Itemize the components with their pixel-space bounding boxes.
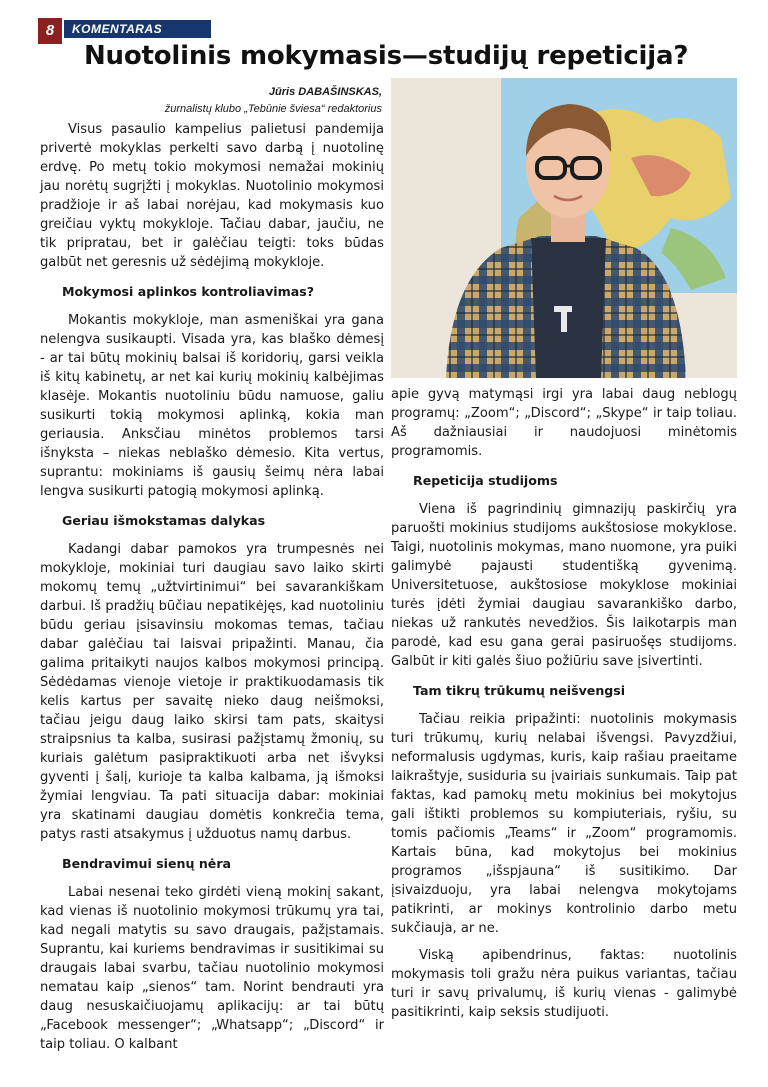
section-heading-1: Mokymosi aplinkos kontroliavimas?: [62, 284, 315, 299]
section-heading-3: Bendravimui sienų nėra: [62, 856, 232, 871]
section-4-paragraph: Viena iš pagrindinių gimnazijų paskirčių yra paruošti mokinius studijoms aukštosiose mokyklose. Taigi, nuotolinis mokymas, mano nuomone, yra puiki galimybė pajausti studentišką gyvenimą. Universitetuose, aukštosiose mokyklose mokiniai turės įdėti žymiai daugiau savarankiško darbo, niekas už rankutės nevedžios. Šis laikotarpis man parodė, kad esu gana gerai pasiruošęs studijoms. Galbūt ir kiti galės šiuo požiūriu save įsivertinti.: [391, 502, 737, 669]
section-5-paragraph: Tačiau reikia pripažinti: nuotolinis mokymasis turi trūkumų, kurių nelabai išvengsi. Pavyzdžiui, neformalusis ugdymas, kuris, kaip rašiau praeitame laikraštyje, susiduria su įvairiais sunkumais. Taip pat faktas, kad pamokų metu mokinius bei mokytojus gali ištikti problemos su kompiuteriais, ryšiu, su tomis pačiomis „Teams“ ir „Zoom“ programomis. Kartais būna, kad mokytojus bei mokinius programos „išspjauna“ iš susitikimo. Dar įsivaizduoju, yra labai nelengva mokytojams patikrinti, ar mokinys kontrolinio darbo metu sukčiauja, ar ne.: [391, 712, 737, 936]
page-title: Nuotolinis mokymasis—studijų repeticija?: [84, 41, 689, 71]
byline: [60, 84, 382, 118]
section-3-paragraph: Labai nesenai teko girdėti vieną mokinį sakant, kad vienas iš nuotolinio mokymosi trūkumų yra tai, kad negali matytis su savo draugais, pažįstamais. Suprantu, kai kuriems bendravimas ir susitikimai su draugais labai svarbu, tačiau nuotolinio mokymosi nematau kaip „sienos“ tam. Norint bendrauti yra daug nesuskaičiuojamų aplikacijų: ar tai būtų „Facebook messenger“; „Whatsapp“; „Discord“ ir taip toliau. O kalbant: [40, 885, 384, 1052]
conclusion-paragraph: Viską apibendrinus, faktas: nuotolinis mokymasis toli gražu nėra puikus variantas, tačiau turi ir savų privalumų, iš kurių vienas - galimybė pasitikrinti, kaip seksis studijuoti.: [391, 948, 737, 1020]
left-column: [40, 120, 384, 1054]
intro-paragraph: Visus pasaulio kampelius palietusi pandemija privertė mokyklas perkelti savo darbą į nuotolinę erdvę. Po metų tokio mokymosi nemažai mokinių jau norėtų sugrįžti į mokyklas. Nuotolinio mokymosi pradžioje ir aš labai norėjau, kad mokymasis kuo greičiau vyktų mokykloje. Tačiau dabar, jaučiu, ne tik pripratau, bet ir galėčiau teigti: toks būdas galbūt net geresnis už sėdėjimą mokykloje.: [40, 122, 384, 270]
section-label: KOMENTARAS: [64, 20, 211, 38]
author-photo: [391, 78, 737, 378]
section-1-paragraph: Mokantis mokykloje, man asmeniškai yra gana nelengva susikaupti. Visada yra, kas blaško dėmesį - ar tai būtų mokinių balsai iš koridorių, garsi veikla iš kitų kabinetų, ar net kai kurių mokinių kalbėjimas klasėje. Mokantis nuotoliniu būdu namuose, galiu susikurti tokią mokymosi aplinką, kokia man geriausia. Anksčiau minėtos problemos tarsi išnyksta – niekas neblaško dėmesio. Kita vertus, suprantu: mokiniams iš gausių šeimų nėra labai lengva susikurti patogią mokymosi aplinką.: [40, 313, 384, 499]
section-heading-2: Geriau išmokstamas dalykas: [62, 513, 266, 528]
section-2-paragraph: Kadangi dabar pamokos yra trumpesnės nei mokykloje, mokiniai turi daugiau savo laiko skirti mokomų temų „užtvirtinimui“ bei savarankiškam darbui. Iš pradžių būčiau nepatikėjęs, kad nuotoliniu būdu geriau įsisavinsiu mokomas temas, tačiau dabar galėčiau tai laisvai pripažinti. Manau, čia galima pritaikyti naujos kalbos mokymosi principą. Sėdėdamas vienoje vietoje ir praktikuodamasis tik kelis kartus per savaitę nieko daug neišmoksi, tačiau jeigu daug laiko skirsi tam pats, skaitysi straipsnius ta kalba, susirasi pažįstamų žmonių, su kuriais galėtum pasipraktikuoti arba net išvyksi gyventi į šalį, kurioje ta kalba kalbama, ją išmoksi žymiai lengviau. Ta pati situacija dabar: mokiniai yra skatinami daugiau domėtis konkrečia tema, patys rasti atsakymus į užduotus namų darbus.: [40, 542, 384, 842]
author-role: žurnalistų klubo „Tebūnie šviesa“ redaktorius: [164, 103, 382, 115]
author-name: Jūris DABAŠINSKAS,: [268, 86, 382, 98]
portrait-illustration: [391, 78, 737, 378]
section-heading-4: Repeticija studijoms: [413, 473, 558, 488]
section-heading-5: Tam tikrų trūkumų neišvengsi: [413, 683, 626, 698]
right-column: [391, 385, 737, 1022]
section-3-continuation: apie gyvą matymąsi irgi yra labai daug neblogų programų: „Zoom“; „Discord“; „Skype“ ir taip toliau. Aš dažniausiai ir naudojuosi minėtomis programomis.: [391, 387, 737, 459]
page-number: 8: [38, 18, 62, 44]
